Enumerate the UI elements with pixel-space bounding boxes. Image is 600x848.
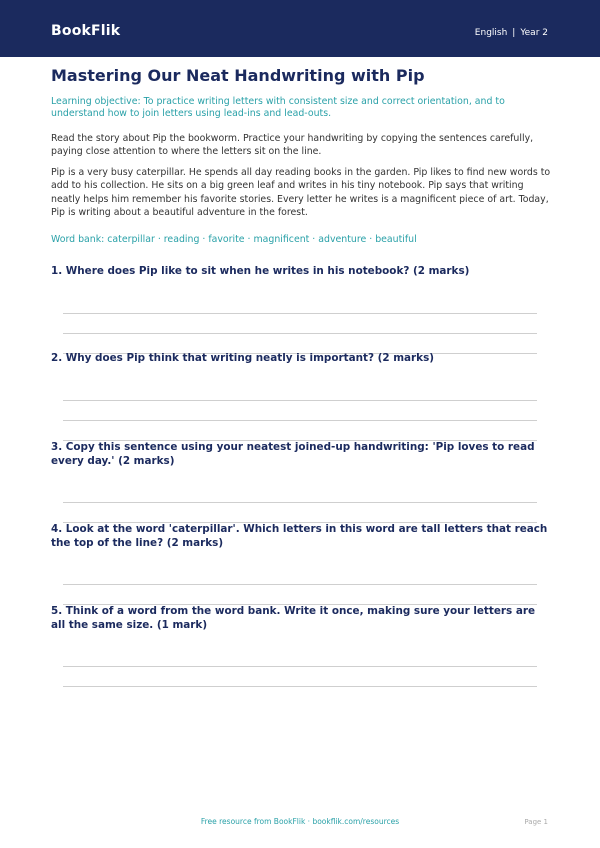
question-1: 1. Where does Pip like to sit when he writes in his notebook? (2 marks) [51, 265, 470, 277]
learning-objective: Learning objective: To practice writing letters with consistent size and correct orientation, and to understand how to join letters using lead-ins and lead-outs. [51, 96, 505, 119]
word-bank: Word bank: caterpillar · reading · favorite · magnificent · adventure · beautiful [51, 234, 417, 245]
meta-separator: | [512, 28, 516, 38]
answer-line[interactable] [63, 584, 537, 585]
question-5: 5. Think of a word from the word bank. Write it once, making sure your letters are all the same size. (1 mark) [51, 605, 536, 631]
footer-text: Free resource from BookFlik · bookflik.com/resources [200, 817, 400, 826]
header-meta [475, 28, 548, 38]
question-2: 2. Why does Pip think that writing neatly is important? (2 marks) [51, 352, 434, 364]
answer-line[interactable] [63, 502, 537, 503]
brand-logo: BookFlik [51, 23, 121, 39]
instructions-text: Read the story about Pip the bookworm. Practice your handwriting by copying the sentences carefully, paying close attention to where the letters sit on the line. [51, 133, 534, 158]
question-3: 3. Copy this sentence using your neatest joined-up handwriting: 'Pip loves to read every day.' (2 marks) [51, 441, 535, 467]
answer-line[interactable] [63, 400, 537, 401]
question-4: 4. Look at the word 'caterpillar'. Which letters in this word are tall letters that reach the top of the line? (2 marks) [51, 523, 548, 549]
header-bar [0, 0, 600, 57]
subject-label: English [474, 28, 508, 38]
year-label: Year 2 [520, 28, 548, 38]
page-number: Page 1 [524, 818, 548, 826]
answer-line[interactable] [63, 333, 537, 334]
answer-line[interactable] [63, 313, 537, 314]
answer-line[interactable] [63, 686, 537, 687]
answer-line[interactable] [63, 666, 537, 667]
worksheet-title: Mastering Our Neat Handwriting with Pip [51, 66, 425, 85]
story-text: Pip is a very busy caterpillar. He spends all day reading books in the garden. Pip likes to find new words to add to his collection. He sits on a big green leaf and writes in his tiny notebook. Pip says that writing neatly helps him remember his favorite stories. Every letter he writes is a magnificent piece of art. Today, Pip is writing about a beautiful adventure in the forest. [51, 167, 551, 218]
answer-line[interactable] [63, 420, 537, 421]
